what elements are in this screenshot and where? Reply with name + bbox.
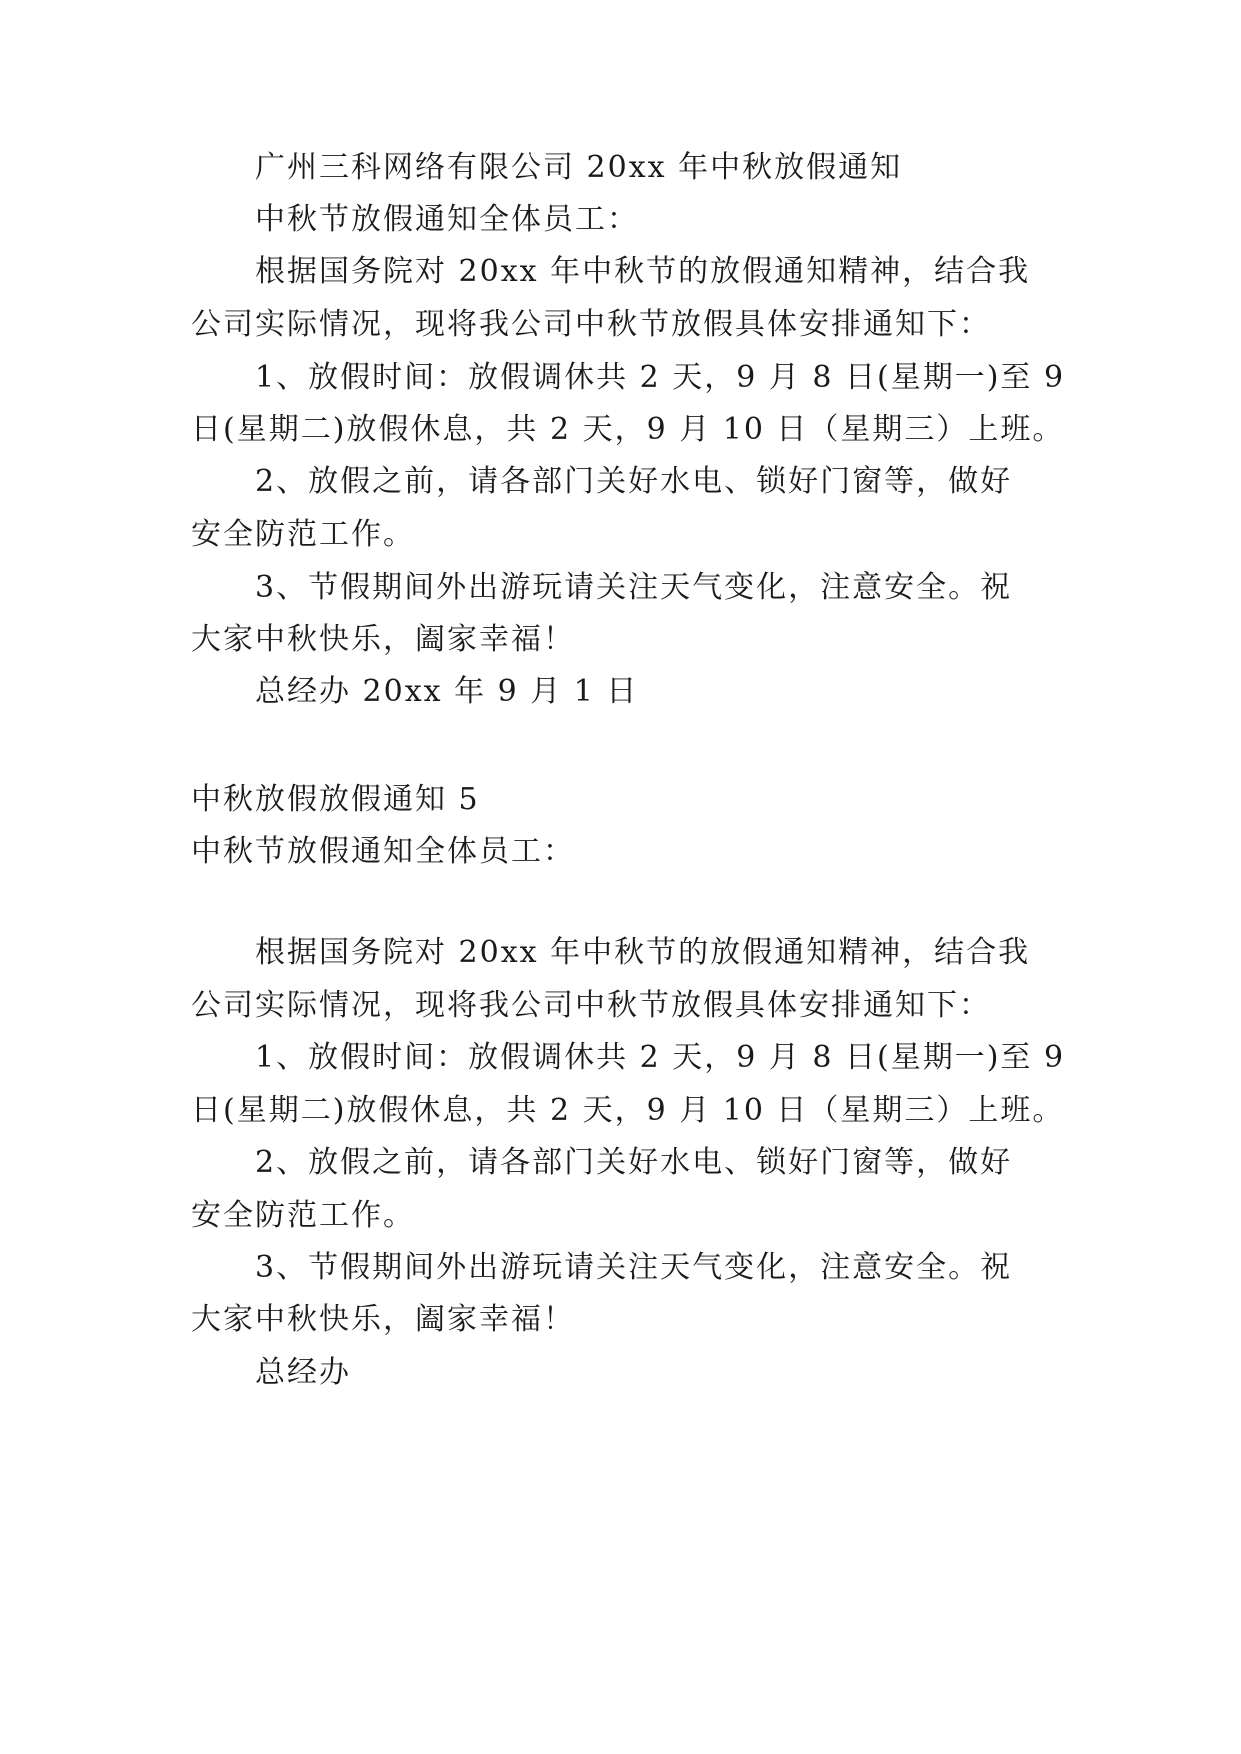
signature: 总经办 20xx 年 9 月 1 日 [255, 674, 639, 709]
item-1-line: 1、放假时间：放假调休共 2 天，9 月 8 日(星期一)至 9 [255, 1040, 1066, 1075]
item-2-line: 安全防范工作。 [191, 1198, 415, 1233]
salutation: 中秋节放假通知全体员工： [255, 202, 639, 237]
notice-title: 中秋放假放假通知 5 [191, 782, 480, 817]
intro-paragraph-line: 公司实际情况，现将我公司中秋节放假具体安排通知下： [191, 988, 991, 1023]
item-1-line: 日(星期二)放假休息，共 2 天，9 月 10 日（星期三）上班。 [191, 1093, 1065, 1128]
item-1-line: 1、放假时间：放假调休共 2 天，9 月 8 日(星期一)至 9 [255, 360, 1066, 395]
salutation: 中秋节放假通知全体员工： [191, 834, 575, 869]
item-2-line: 安全防范工作。 [191, 517, 415, 552]
item-3-line: 大家中秋快乐，阖家幸福！ [191, 1302, 575, 1337]
signature: 总经办 [255, 1355, 351, 1390]
item-2-line: 2、放假之前，请各部门关好水电、锁好门窗等，做好 [255, 1145, 1013, 1180]
item-1-line: 日(星期二)放假休息，共 2 天，9 月 10 日（星期三）上班。 [191, 412, 1065, 447]
intro-paragraph-line: 公司实际情况，现将我公司中秋节放假具体安排通知下： [191, 307, 991, 342]
intro-paragraph-line: 根据国务院对 20xx 年中秋节的放假通知精神，结合我 [255, 935, 1031, 970]
intro-paragraph-line: 根据国务院对 20xx 年中秋节的放假通知精神，结合我 [255, 254, 1031, 289]
item-2-line: 2、放假之前，请各部门关好水电、锁好门窗等，做好 [255, 464, 1013, 499]
notice-title: 广州三科网络有限公司 20xx 年中秋放假通知 [255, 150, 903, 185]
item-3-line: 3、节假期间外出游玩请关注天气变化，注意安全。祝 [255, 1250, 1013, 1285]
item-3-line: 3、节假期间外出游玩请关注天气变化，注意安全。祝 [255, 570, 1013, 605]
item-3-line: 大家中秋快乐，阖家幸福！ [191, 622, 575, 657]
